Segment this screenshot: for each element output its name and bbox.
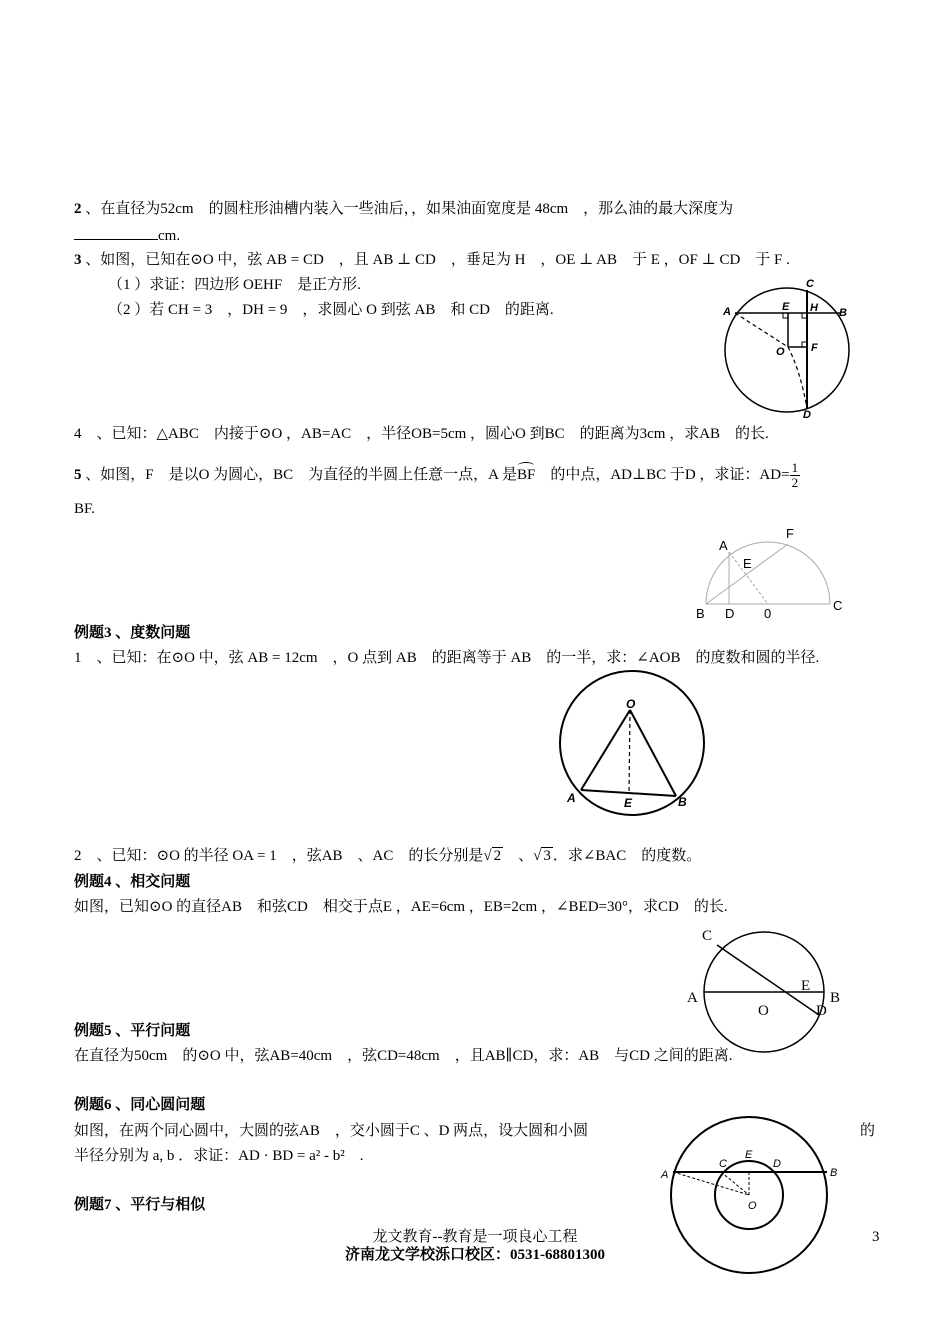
label-A: A	[723, 306, 731, 318]
label-B: B	[678, 795, 687, 809]
label-E: E	[624, 796, 633, 810]
label-C: C	[702, 928, 713, 944]
example-3-q2-text-b: ．求∠BAC 的度数。	[552, 848, 702, 864]
sqrt-3: 3	[543, 848, 551, 864]
example-3-q1: 1 、已知：在⊙O 中，弦 AB = 12cm ，O 点到 AB 的距离等于 AB 的一半，求：∠AOB 的度数和圆的半径.	[74, 650, 820, 666]
problem-2-unit: cm.	[158, 228, 181, 244]
problem-2	[74, 199, 733, 219]
label-C: C	[806, 278, 814, 290]
label-A: A	[687, 990, 698, 1006]
sqrt-2: 2	[493, 848, 502, 864]
example-3-q2-text-a: 2 、已知：⊙O 的半径 OA = 1 ，弦AB 、AC 的长分别是	[74, 848, 484, 864]
problem-3	[74, 250, 790, 270]
label-C: C	[719, 1158, 727, 1170]
example-7-title: 例题7 、平行与相似	[74, 1197, 206, 1213]
example-6-line1-end: 的	[860, 1123, 876, 1139]
label-E: E	[801, 978, 811, 994]
figure-example-4	[680, 922, 850, 1022]
footer-slogan: 龙文教育--教育是一项良心工程	[372, 1229, 578, 1245]
problem-5-text-a: 、如图，F 是以O 为圆心，BC 为直径的半圆上任意一点，A 是	[81, 466, 517, 483]
figure-problem-3	[700, 270, 870, 420]
figure-problem-5	[690, 522, 860, 622]
problem-2-continuation	[74, 225, 180, 246]
label-D: D	[803, 409, 811, 421]
label-H: H	[810, 302, 818, 314]
label-O: O	[758, 1003, 769, 1019]
label-B: B	[830, 1167, 838, 1179]
label-D: D	[816, 1003, 827, 1019]
label-C: C	[833, 598, 843, 613]
problem-3-sub2: （2 ）若 CH = 3 ，DH = 9 ，求圆心 O 到弦 AB 和 CD 的距离.	[108, 302, 554, 318]
problem-3-number: 3	[74, 252, 82, 268]
label-F: F	[786, 526, 794, 541]
fraction-one-half	[790, 461, 801, 490]
label-E: E	[743, 556, 752, 571]
label-B: B	[696, 606, 705, 621]
problem-5	[74, 461, 800, 490]
label-A: A	[567, 791, 576, 805]
fraction-numerator: 1	[791, 460, 799, 475]
problem-3-line1: 、如图，已知在⊙O 中，弦 AB = CD ，且 AB ⊥ CD ，垂足为 H ，OE ⊥ AB 于 E ，OF ⊥ CD 于 F .	[81, 252, 790, 268]
label-F: F	[811, 342, 818, 354]
example-3-q2-separator: 、	[503, 848, 534, 864]
label-E: E	[745, 1149, 753, 1161]
footer-contact: 济南龙文学校泺口校区：0531-68801300	[345, 1247, 605, 1263]
label-A: A	[661, 1169, 669, 1181]
figure-example-3	[550, 668, 720, 818]
label-E: E	[782, 301, 790, 313]
answer-blank	[74, 225, 158, 240]
label-O: O	[626, 697, 636, 711]
example-6-line1: 如图，在两个同心圆中，大圆的弦AB ，交小圆于C 、D 两点，设大圆和小圆	[74, 1123, 589, 1139]
page-number: 3	[872, 1229, 880, 1245]
example-5-text: 在直径为50cm 的⊙O 中，弦AB=40cm ，弦CD=48cm ，且AB∥CD，求：AB 与CD 之间的距离.	[74, 1048, 733, 1064]
label-0: 0	[764, 606, 772, 621]
label-B: B	[830, 990, 841, 1006]
problem-3-sub1: （1 ）求证：四边形 OEHF 是正方形.	[108, 277, 361, 293]
label-D: D	[773, 1158, 781, 1170]
problem-5-number: 5	[74, 466, 82, 483]
example-6-title: 例题6 、同心圆问题	[74, 1097, 206, 1113]
problem-5-continuation: BF.	[74, 501, 95, 517]
fraction-denominator: 2	[791, 475, 799, 490]
example-3-q2: 2 、已知：⊙O 的半径 OA = 1 ，弦AB 、AC 的长分别是√ 2 、√ 3 ．求∠BAC 的度数。	[74, 848, 702, 864]
example-3-title: 例题3 、度数问题	[74, 625, 191, 641]
arc-bf: BF	[516, 466, 536, 483]
example-6-line2: 半径分别为 a, b ．求证：AD · BD = a² - b² .	[74, 1148, 364, 1164]
label-O: O	[748, 1200, 757, 1212]
example-4-text: 如图，已知⊙O 的直径AB 和弦CD 相交于点E ，AE=6cm ，EB=2cm ，∠BED=30°，求CD 的长.	[74, 899, 728, 915]
problem-2-text: 、在直径为52cm 的圆柱形油槽内装入一些油后，，如果油面宽度是 48cm ，那么油的最大深度为	[81, 201, 734, 217]
problem-4: 4 、已知：△ABC 内接于⊙O ，AB=AC ，半径OB=5cm ，圆心O 到BC 的距离为3cm ，求AB 的长.	[74, 426, 769, 442]
label-O: O	[776, 346, 785, 358]
label-A: A	[719, 538, 728, 553]
label-B: B	[839, 307, 847, 319]
example-5-title: 例题5 、平行问题	[74, 1023, 191, 1039]
label-D: D	[725, 606, 735, 621]
problem-5-text-b: 的中点，AD⊥BC 于D ，求证：AD=	[535, 466, 790, 483]
problem-2-number: 2	[74, 201, 82, 217]
example-4-title: 例题4 、相交问题	[74, 874, 191, 890]
